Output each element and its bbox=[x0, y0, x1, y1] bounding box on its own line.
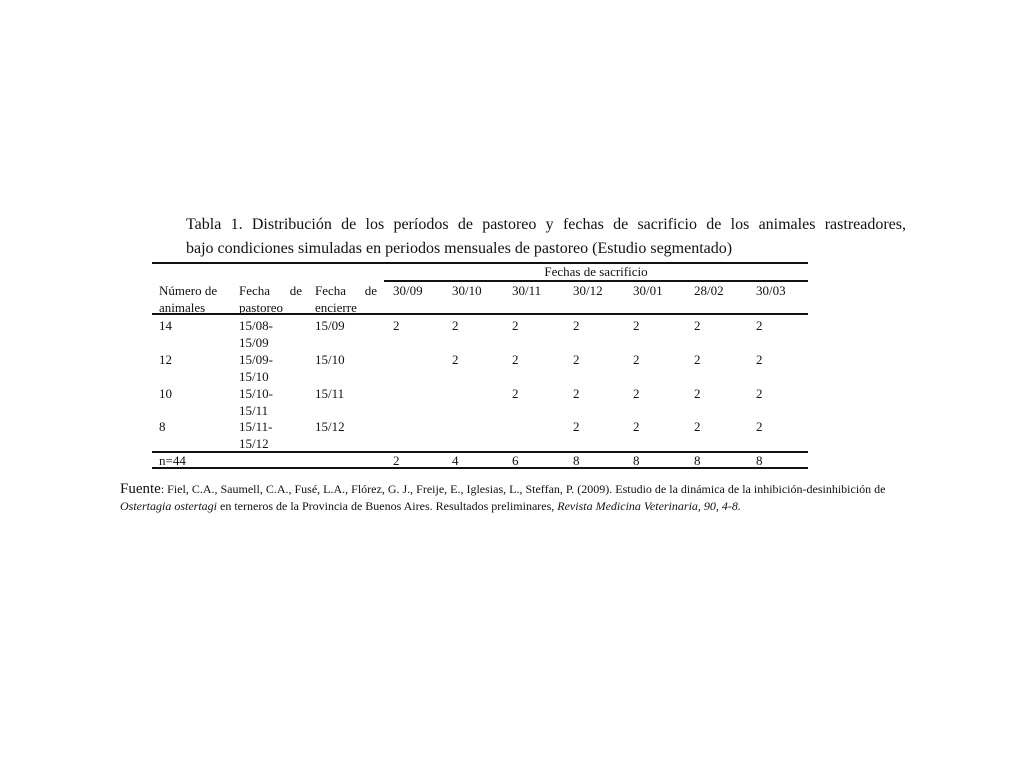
row-value: 2 bbox=[452, 318, 459, 333]
row-animales: 8 bbox=[159, 419, 166, 434]
row-pastoreo-end: 15/12 bbox=[239, 436, 269, 451]
row-encierre: 15/09 bbox=[315, 318, 345, 333]
row-value: 2 bbox=[694, 419, 701, 434]
date-header: 30/12 bbox=[573, 283, 603, 298]
total-value: 2 bbox=[393, 453, 400, 468]
row-value: 2 bbox=[694, 352, 701, 367]
row-pastoreo-end: 15/10 bbox=[239, 369, 269, 384]
row-pastoreo-start: 15/10- bbox=[239, 386, 273, 401]
total-value: 4 bbox=[452, 453, 459, 468]
row-pastoreo-end: 15/11 bbox=[239, 403, 269, 418]
data-table bbox=[152, 262, 808, 470]
row-value: 2 bbox=[633, 386, 640, 401]
total-value: 8 bbox=[633, 453, 640, 468]
row-animales: 14 bbox=[159, 318, 172, 333]
source-lead: Fuente bbox=[120, 481, 161, 497]
header-encierre-word1: Fecha bbox=[315, 283, 347, 298]
row-value: 2 bbox=[452, 352, 459, 367]
total-value: 8 bbox=[573, 453, 580, 468]
row-encierre: 15/10 bbox=[315, 352, 345, 367]
header-pastoreo-word1: Fecha bbox=[239, 283, 271, 298]
header-encierre-line2: encierre bbox=[315, 300, 357, 315]
header-encierre-word2: de bbox=[364, 283, 377, 298]
date-header: 30/01 bbox=[633, 283, 663, 298]
source-text-2: en terneros de la Provincia de Buenos Aires. Resultados preliminares, bbox=[217, 499, 558, 513]
total-value: 8 bbox=[694, 453, 701, 468]
caption-line-2: bajo condiciones simuladas en periodos mensuales de pastoreo (Estudio segmentado) bbox=[186, 240, 733, 257]
row-value: 2 bbox=[512, 318, 519, 333]
row-encierre: 15/11 bbox=[315, 386, 345, 401]
date-header: 30/03 bbox=[756, 283, 786, 298]
row-animales: 12 bbox=[159, 352, 172, 367]
caption-line-1: Tabla 1. Distribución de los períodos de pastoreo y fechas de sacrificio de los animales rastreadores, bbox=[186, 216, 906, 233]
date-header: 28/02 bbox=[694, 283, 724, 298]
header-animales-line2: animales bbox=[159, 300, 206, 315]
row-value: 2 bbox=[512, 352, 519, 367]
header-pastoreo-word2: de bbox=[289, 283, 302, 298]
total-value: 6 bbox=[512, 453, 519, 468]
row-value: 2 bbox=[393, 318, 400, 333]
header-pastoreo-line1 bbox=[239, 282, 302, 299]
row-value: 2 bbox=[512, 386, 519, 401]
date-header: 30/10 bbox=[452, 283, 482, 298]
source-journal: Revista Medicina Veterinaria, 90, 4-8. bbox=[557, 499, 741, 513]
row-pastoreo-start: 15/09- bbox=[239, 352, 273, 367]
date-header: 30/11 bbox=[512, 283, 542, 298]
row-value: 2 bbox=[694, 386, 701, 401]
source-species: Ostertagia ostertagi bbox=[120, 499, 218, 513]
header-encierre-line1 bbox=[315, 282, 377, 299]
row-value: 2 bbox=[756, 386, 763, 401]
total-value: 8 bbox=[756, 453, 763, 468]
row-value: 2 bbox=[573, 386, 580, 401]
table-bottom-rule bbox=[152, 467, 808, 469]
row-value: 2 bbox=[756, 318, 763, 333]
row-value: 2 bbox=[756, 419, 763, 434]
table-caption bbox=[186, 213, 906, 261]
row-pastoreo-start: 15/11- bbox=[239, 419, 273, 434]
row-value: 2 bbox=[756, 352, 763, 367]
header-animales-line1: Número de bbox=[159, 283, 218, 298]
row-value: 2 bbox=[573, 352, 580, 367]
row-value: 2 bbox=[573, 419, 580, 434]
row-pastoreo-end: 15/09 bbox=[239, 335, 269, 350]
group-header: Fechas de sacrificio bbox=[544, 264, 648, 279]
row-value: 2 bbox=[633, 318, 640, 333]
source-citation bbox=[120, 481, 890, 515]
row-value: 2 bbox=[633, 419, 640, 434]
source-text-1: : Fiel, C.A., Saumell, C.A., Fusé, L.A., Flórez, G. J., Freije, E., Iglesias, L., Steffan, P. (2009). Estudio de la dinámica de la inhibición-desinhibición de bbox=[160, 482, 886, 496]
row-animales: 10 bbox=[159, 386, 172, 401]
row-value: 2 bbox=[573, 318, 580, 333]
total-label: n=44 bbox=[159, 453, 186, 468]
row-value: 2 bbox=[694, 318, 701, 333]
row-value: 2 bbox=[633, 352, 640, 367]
date-header: 30/09 bbox=[393, 283, 423, 298]
row-pastoreo-start: 15/08- bbox=[239, 318, 273, 333]
row-encierre: 15/12 bbox=[315, 419, 345, 434]
header-pastoreo-line2: pastoreo bbox=[239, 300, 284, 315]
